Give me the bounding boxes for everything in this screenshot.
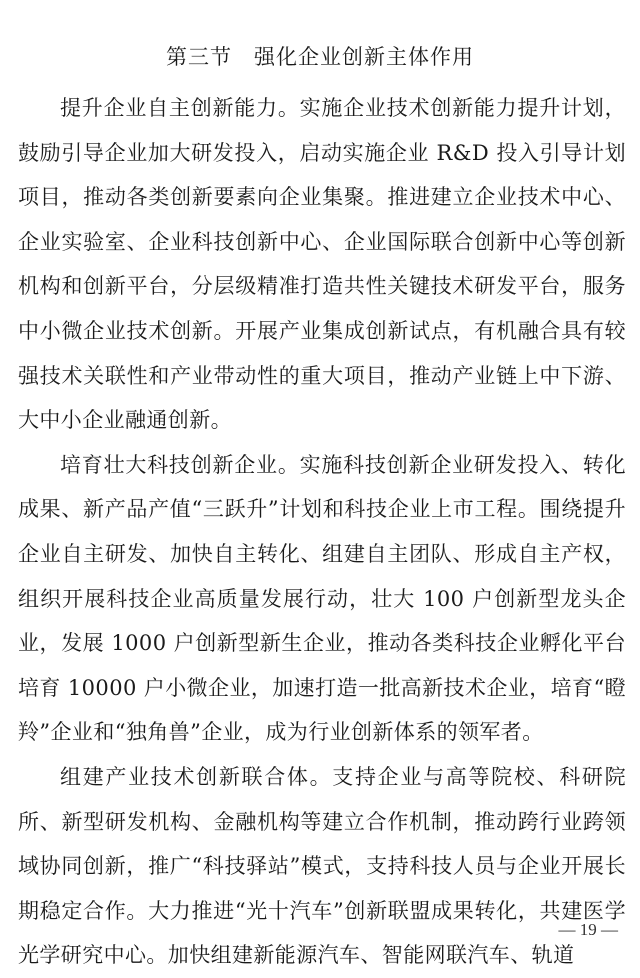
paragraph-innovation-consortium: 组建产业技术创新联合体。支持企业与高等院校、科研院所、新型研发机构、金融机构等建立合作机制，推动跨行业跨领域协同创新，推广“科技驿站”模式，支持科技人员与企业开展长期稳定合作。大力推进“光十汽车”创新联盟成果转化，共建医学光学研究中心。加快组建新能源汽车、智能网联汽车、轨道 xyxy=(18,764,626,968)
page-number: — 19 — xyxy=(558,920,618,939)
paragraph-enterprise-innovation-capability: 提升企业自主创新能力。实施企业技术创新能力提升计划，鼓励引导企业加大研发投入，启动实施企业 R&D 投入引导计划项目，推动各类创新要素向企业集聚。推进建立企业技术中心、企业实验室、企业科技创新中心、企业国际联合创新中心等创新机构和创新平台，分层级精准打造共性关键技术研发平台，服务中小微企业技术创新。开展产业集成创新试点，有机融合具有较强技术关联性和产业带动性的重大项目，推动产业链上中下游、大中小企业融通创新。 xyxy=(18,96,626,433)
section-title: 第三节 强化企业创新主体作用 xyxy=(166,45,474,69)
paragraph-tech-innovation-enterprises: 培育壮大科技创新企业。实施科技创新企业研发投入、转化成果、新产品产值“三跃升”计划和科技企业上市工程。围绕提升企业自主研发、加快自主转化、组建自主团队、形成自主产权，组织开展科技企业高质量发展行动，壮大 100 户创新型龙头企业，发展 1000 户创新型新生企业，推动各类科技企业孵化平台培育 10000 户小微企业，加速打造一批高新技术企业，培育“瞪羚”企业和“独角兽”企业，成为行业创新体系的领军者。 xyxy=(18,452,626,745)
body-text xyxy=(18,86,626,978)
